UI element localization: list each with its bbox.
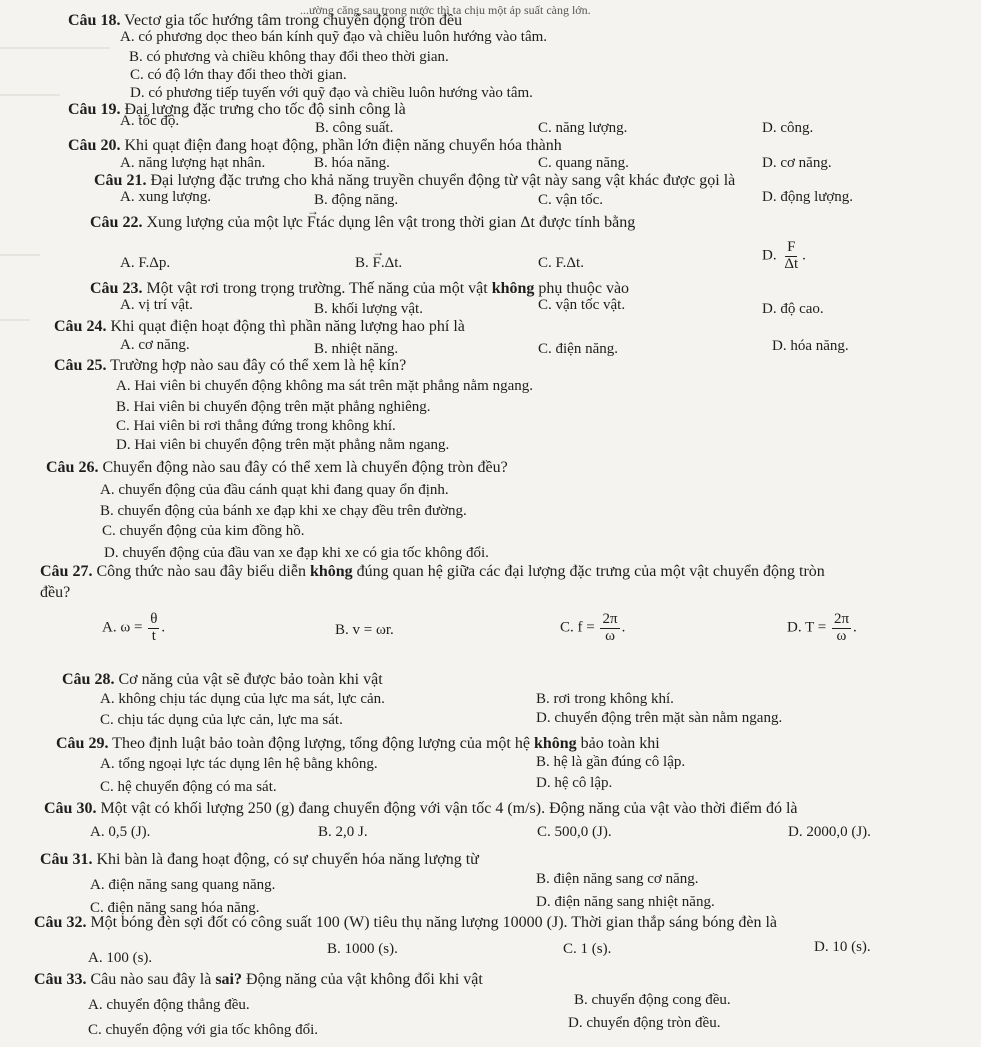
- question-emphasis: không: [309, 563, 353, 580]
- question-27: [40, 563, 825, 580]
- option-end: .: [621, 619, 626, 636]
- q24-option-b: B. nhiệt năng.: [314, 341, 399, 357]
- q25-option-c: C. Hai viên bi rơi thẳng đứng trong không khí.: [116, 418, 396, 434]
- question-text: Một vật có khối lượng 250 (g) đang chuyển động với vận tốc 4 (m/s). Động năng của vật vào thời điểm đó là: [100, 800, 798, 817]
- q29-option-d: D. hệ cô lập.: [536, 775, 613, 791]
- q27-option-b: [335, 622, 394, 639]
- q33-option-b: B. chuyển động cong đều.: [574, 992, 731, 1008]
- question-26: [46, 459, 508, 476]
- question-text: Theo định luật bảo toàn động lượng, tổng động lượng của một hệ: [112, 735, 534, 752]
- question-text: Công thức nào sau đây biểu diễn: [96, 563, 310, 580]
- q22-option-a: A. F.Δp.: [120, 255, 171, 271]
- q31-option-d: D. điện năng sang nhiệt năng.: [536, 894, 715, 910]
- question-text: Một bóng đèn sợi đốt có công suất 100 (W) tiêu thụ năng lượng 10000 (J). Thời gian thắp sáng bóng đèn là: [90, 914, 777, 931]
- q27-option-c: [560, 612, 625, 645]
- denominator: Δt: [784, 255, 799, 272]
- option-end: .: [802, 247, 806, 264]
- q33-option-a: A. chuyển động thẳng đều.: [88, 997, 250, 1013]
- question-20: [68, 137, 562, 154]
- fraction: [148, 612, 159, 645]
- question-30: [44, 800, 797, 817]
- q30-option-b: B. 2,0 J.: [318, 824, 368, 840]
- question-text: Chuyển động nào sau đây có thể xem là chuyển động tròn đều?: [102, 459, 508, 476]
- q22-option-d: [762, 240, 806, 273]
- q21-option-b: B. động năng.: [314, 192, 399, 208]
- denominator: ω: [605, 627, 615, 644]
- q33-option-c: C. chuyển động với gia tốc không đổi.: [88, 1022, 318, 1038]
- option-label: B.: [335, 622, 349, 638]
- q32-option-d: D. 10 (s).: [814, 939, 871, 955]
- question-text: Đại lượng đặc trưng cho khả năng truyền chuyển động từ vật này sang vật khác được gọi là: [150, 172, 736, 189]
- q31-option-b: B. điện năng sang cơ năng.: [536, 871, 699, 887]
- q23-option-b: B. khối lượng vật.: [314, 301, 423, 317]
- question-text-cont: phụ thuộc vào: [534, 280, 630, 297]
- q19-option-d: D. công.: [762, 120, 814, 136]
- q26-option-d: D. chuyển động của đầu van xe đạp khi xe có gia tốc không đổi.: [104, 545, 489, 561]
- question-number: Câu 22.: [90, 214, 143, 231]
- q21-option-d: D. động lượng.: [762, 189, 854, 205]
- question-text: Xung lượng của một lực: [146, 214, 307, 231]
- fraction: [782, 240, 800, 273]
- question-text: Cơ năng của vật sẽ được bảo toàn khi vật: [118, 671, 383, 688]
- numerator: θ: [150, 611, 158, 627]
- q27-option-d: [787, 612, 857, 645]
- question-number: Câu 20.: [68, 137, 121, 154]
- question-number: Câu 21.: [94, 172, 147, 189]
- force-vector-symbol: → F: [307, 214, 316, 231]
- question-number: Câu 26.: [46, 459, 99, 476]
- question-number: Câu 24.: [54, 318, 107, 335]
- q23-option-d: D. độ cao.: [762, 301, 824, 317]
- q30-option-a: A. 0,5 (J).: [90, 824, 151, 840]
- q23-option-c: C. vận tốc vật.: [538, 297, 626, 313]
- question-29: [56, 735, 660, 752]
- question-text: Câu nào sau đây là: [90, 971, 216, 988]
- question-33: [34, 971, 483, 988]
- q24-option-c: C. điện năng.: [538, 341, 618, 357]
- option-label: B.: [355, 255, 369, 271]
- q31-option-c: C. điện năng sang hóa năng.: [90, 900, 260, 916]
- q18-option-d: D. có phương tiếp tuyến với quỹ đạo và chiều luôn hướng vào tâm.: [130, 85, 533, 101]
- question-number: Câu 19.: [68, 101, 121, 118]
- question-18: [68, 12, 462, 29]
- q28-option-d: D. chuyển động trên mặt sàn nằm ngang.: [536, 710, 783, 726]
- q28-option-c: C. chịu tác dụng của lực cản, lực ma sát.: [100, 712, 343, 728]
- numerator: 2π: [602, 611, 618, 627]
- q22-option-b: [355, 255, 402, 272]
- q30-option-d: D. 2000,0 (J).: [788, 824, 871, 840]
- question-23: [90, 280, 629, 297]
- option-label: A.: [102, 619, 117, 636]
- question-text-cont: Động năng của vật không đổi khi vật: [241, 971, 483, 988]
- formula-lhs: f =: [577, 619, 599, 636]
- fraction: [832, 612, 851, 645]
- fraction: [600, 612, 619, 645]
- numerator: F: [787, 239, 796, 255]
- q30-option-c: C. 500,0 (J).: [537, 824, 612, 840]
- q28-option-a: A. không chịu tác dụng của lực ma sát, lực cản.: [100, 691, 385, 707]
- q28-option-b: B. rơi trong không khí.: [536, 691, 674, 707]
- q21-option-c: C. vận tốc.: [538, 192, 603, 208]
- question-number: Câu 33.: [34, 971, 87, 988]
- q21-option-a: A. xung lượng.: [120, 189, 212, 205]
- q29-option-c: C. hệ chuyển động có ma sát.: [100, 779, 277, 795]
- q32-option-a: A. 100 (s).: [88, 950, 153, 966]
- q18-option-b: B. có phương và chiều không thay đổi theo thời gian.: [129, 49, 449, 65]
- question-number: Câu 30.: [44, 800, 97, 817]
- option-end: .: [161, 619, 166, 636]
- q32-option-b: B. 1000 (s).: [327, 941, 398, 957]
- q26-option-c: C. chuyển động của kim đồng hồ.: [102, 523, 305, 539]
- q25-option-a: A. Hai viên bi chuyển động không ma sát trên mặt phẳng nằm ngang.: [116, 378, 533, 394]
- question-text: Trường hợp nào sau đây có thể xem là hệ kín?: [110, 357, 407, 374]
- formula-lhs: T =: [805, 619, 830, 636]
- question-19: [68, 101, 406, 118]
- q20-option-c: C. quang năng.: [538, 155, 629, 171]
- q18-option-a: A. có phương dọc theo bán kính quỹ đạo và chiều luôn hướng vào tâm.: [120, 29, 548, 45]
- question-number: Câu 32.: [34, 914, 87, 931]
- formula: v = ωr.: [352, 622, 394, 638]
- option-label: C.: [560, 619, 574, 636]
- question-number: Câu 23.: [90, 280, 143, 297]
- q20-option-b: B. hóa năng.: [314, 155, 390, 171]
- q24-option-a: A. cơ năng.: [120, 337, 190, 353]
- question-text-cont: tác dụng lên vật trong thời gian Δt được tính bằng: [315, 214, 636, 231]
- question-31: [40, 851, 479, 868]
- denominator: t: [151, 627, 156, 644]
- question-28: [62, 671, 383, 688]
- option-label: D.: [787, 619, 802, 636]
- force-vector-symbol: → F: [373, 255, 381, 272]
- option-text: .Δt.: [380, 255, 403, 271]
- q19-option-a: A. tốc độ.: [120, 113, 180, 129]
- option-label: D.: [762, 247, 777, 264]
- question-text: Khi quạt điện hoạt động thì phần năng lượng hao phí là: [110, 318, 465, 335]
- question-text-cont: đúng quan hệ giữa các đại lượng đặc trưng của một vật chuyển động tròn: [352, 563, 825, 580]
- question-27-line2: đều?: [40, 584, 71, 601]
- question-emphasis: không: [533, 735, 577, 752]
- question-number: Câu 28.: [62, 671, 115, 688]
- question-25: [54, 357, 406, 374]
- q31-option-a: A. điện năng sang quang năng.: [90, 877, 276, 893]
- question-text: Đại lượng đặc trưng cho tốc độ sinh công là: [124, 101, 406, 118]
- question-21: [94, 172, 735, 189]
- q32-option-c: C. 1 (s).: [563, 941, 612, 957]
- question-emphasis: sai?: [215, 971, 242, 988]
- question-24: [54, 318, 465, 335]
- option-end: .: [853, 619, 857, 636]
- question-text: Một vật rơi trong trọng trường. Thế năng của một vật: [146, 280, 492, 297]
- q29-option-a: A. tổng ngoại lực tác dụng lên hệ bằng không.: [100, 756, 378, 772]
- question-number: Câu 18.: [68, 12, 121, 29]
- q23-option-a: A. vị trí vật.: [120, 297, 193, 313]
- question-text-cont: bảo toàn khi: [576, 735, 660, 752]
- formula-lhs: ω =: [120, 619, 147, 636]
- q24-option-d: D. hóa năng.: [772, 338, 849, 354]
- q26-option-b: B. chuyển động của bánh xe đạp khi xe chạy đều trên đường.: [100, 503, 467, 519]
- question-text: Khi bàn là đang hoạt động, có sự chuyển hóa năng lượng từ: [96, 851, 479, 868]
- q19-option-b: B. công suất.: [315, 120, 394, 136]
- q26-option-a: A. chuyển động của đầu cánh quạt khi đang quay ổn định.: [100, 482, 449, 498]
- q25-option-d: D. Hai viên bi chuyển động trên mặt phẳng nằm ngang.: [116, 437, 450, 453]
- question-number: Câu 27.: [40, 563, 93, 580]
- q18-option-c: C. có độ lớn thay đổi theo thời gian.: [130, 67, 347, 83]
- question-number: Câu 29.: [56, 735, 109, 752]
- q33-option-d: D. chuyển động tròn đều.: [568, 1015, 721, 1031]
- question-emphasis: không: [491, 280, 535, 297]
- q19-option-c: C. năng lượng.: [538, 120, 628, 136]
- question-22: [90, 214, 635, 231]
- question-number: Câu 25.: [54, 357, 107, 374]
- header-text: ...ường căng sau trong nước thì ta chịu một áp suất càng lớn.: [300, 3, 591, 17]
- question-32: [34, 914, 777, 931]
- q20-option-a: A. năng lượng hạt nhân.: [120, 155, 266, 171]
- question-number: Câu 31.: [40, 851, 93, 868]
- numerator: 2π: [833, 611, 850, 627]
- q20-option-d: D. cơ năng.: [762, 155, 832, 171]
- q27-option-a: [102, 612, 165, 645]
- question-text: Khi quạt điện đang hoạt động, phần lớn điện năng chuyển hóa thành: [124, 137, 562, 154]
- q25-option-b: B. Hai viên bi chuyển động trên mặt phẳng nghiêng.: [116, 399, 431, 415]
- q22-option-c: C. F.Δt.: [538, 255, 584, 271]
- q29-option-b: B. hệ là gần đúng cô lập.: [536, 754, 686, 770]
- denominator: ω: [836, 627, 847, 644]
- question-text: Vectơ gia tốc hướng tâm trong chuyển động tròn đều: [124, 12, 463, 29]
